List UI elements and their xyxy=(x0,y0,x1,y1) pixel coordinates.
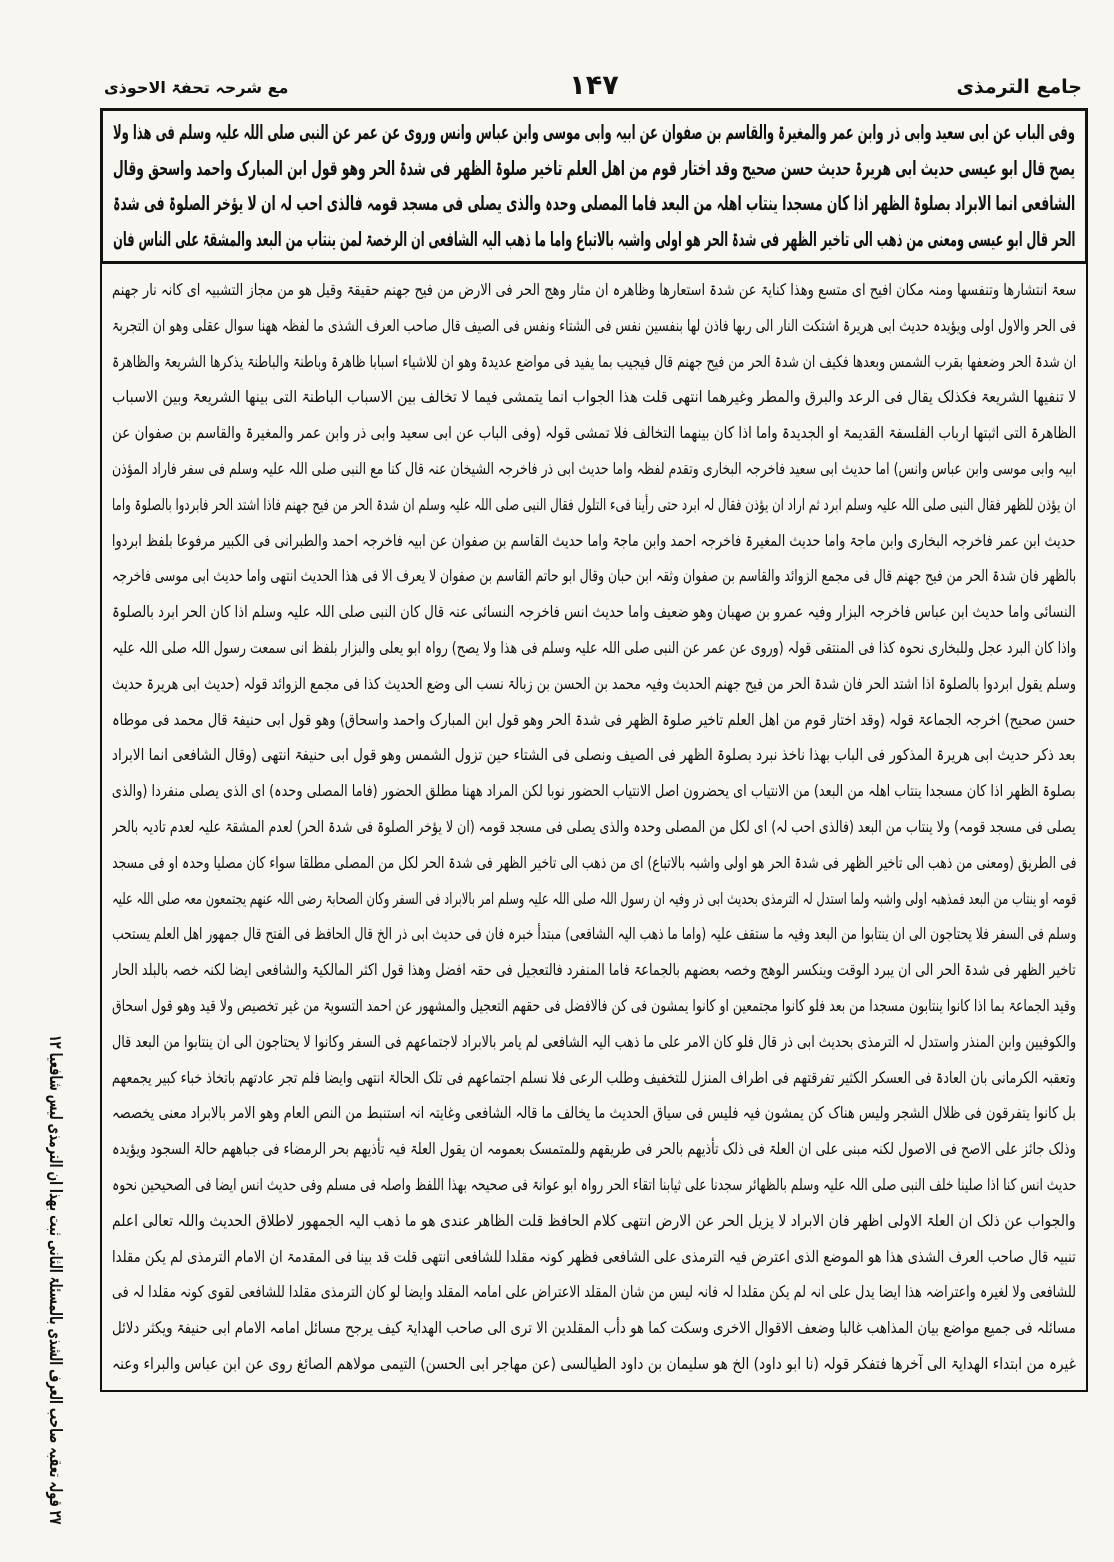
commentary-line xyxy=(112,809,1076,845)
commentary-line-text: تنبیہ قال صاحب العرف الشذی ھذا ھو الموضع الذی اعترض فیہ الترمذی علی الشافعی فظھر کونہ مقلدا للشافعی انتھی قلت قد بینا فی المقدمۃ ان الامام الترمذی لم یکن مقلدا xyxy=(112,1246,1076,1266)
commentary-line xyxy=(112,308,1076,344)
commentary-line xyxy=(112,702,1076,738)
commentary-line xyxy=(112,594,1076,630)
commentary-line-text: بالظھر فان شدۃ الحر من فیح جھنم قال فی مجمع الزوائد والقاسم بن صفوان وثقہ ابن حبان وقال ابو حاتم القاسم بن صفوان لا یعرف الا فی ھذا الحدیث انتھی واما حدیث ابی موسی فاخرجہ xyxy=(112,566,1076,586)
matn-line xyxy=(113,115,1075,151)
matn-line-text: وفی الباب عن ابی سعید وابی ذر وابن عمر والمغیرۃ والقاسم بن صفوان عن ابیہ وابی موسی وابن عباس وانس وروی عن عمر عن النبی صلی اللہ علیہ وسلم فی ھذا ولا xyxy=(113,120,1075,144)
matn-line xyxy=(113,151,1075,187)
commentary-line xyxy=(112,1167,1076,1203)
matn-line-text: الشافعی انما الابراد بصلوۃ الظھر اذا کان مسجدا ینتاب اھلہ من البعد فاما المصلی وحدہ والذی یصلی فی مسجد قومہ فالذی احب لہ ان لا یؤخر الصلوۃ فی شدۃ xyxy=(113,191,1075,215)
commentary-line-text: والکوفیین وابن المنذر واستدل لہ الترمذی بحدیث ابی ذر قال فلو کان الامر علی ما ذھب الیہ الشافعی لم یامر بالابراد لاجتماعھم فی السفر وکانوا لا یحتاجون الی ان ینتابوا من البعد قال xyxy=(112,1031,1076,1051)
commentary-line-text: بعد ذکر حدیث ابی ھریرۃ المذکور فی الباب بھذا ناخذ نبرد بصلوۃ الظھر فی الصیف ونصلی فی الشتاء حین تزول الشمس وھو قول ابی حنیفۃ انتھی (وقال الشافعی انما الابراد xyxy=(112,745,1076,765)
commentary-line xyxy=(112,379,1076,415)
commentary-line-text: النسائی واما حدیث ابن عباس فاخرجہ البزار وفیہ عمرو بن صھبان وھو ضعیف واما حدیث انس فاخرجہ النسائی عنہ قال کان النبی صلی اللہ علیہ وسلم اذا کان الحر ابرد بالصلوۃ xyxy=(112,602,1076,622)
commentary-title: مع شرحہ تحفۃ الاحوذی xyxy=(104,78,289,97)
commentary-line-text: غیرہ من ابتداء الھدایۃ الی آخرھا فتفکر قولہ (نا ابو داود) الخ ھو سلیمان بن داود الطیالسی (عن مھاجر ابی الحسن) التیمی مولاھم الصائغ روی عن ابن عباس والبراء وعنہ xyxy=(112,1353,1076,1373)
commentary-line xyxy=(112,881,1076,917)
commentary-line-text: للشافعی ولا لغیرہ واعتراضہ ھذا ایضا یدل علی انہ لم یکن مقلدا لہ فانہ لیس من شان المقلد الاعتراض علی امامہ المقلد وایضا لو کان الترمذی مقلدا للشافعی لقوی کونہ مقلدا لہ فی xyxy=(112,1282,1076,1302)
commentary-line-text: وذلک جائز علی الاصح فی الاصول لکنہ مبنی علی ان العلۃ فی ذلک تأذیھم بالحر فی طریقھم وللمتمسک بعمومہ ان یقول العلۃ فیہ تأذیھم بحر الرمضاء فی جباھھم حالۃ السجود ویؤیدہ xyxy=(112,1139,1076,1159)
commentary-line xyxy=(112,1203,1076,1239)
commentary-line xyxy=(112,630,1076,666)
commentary-line-text: بصلوۃ الظھر اذا کان مسجدا ینتاب اھلہ من البعد) من الانتیاب ای یحضرون اصل الانتیاب الحضور نوبا لکن المراد ھھنا مطلق الحضور (فاما المصلی وحدہ) ای الذی یصلی منفردا (والذی xyxy=(112,781,1076,801)
running-head xyxy=(100,72,1088,106)
commentary-line-text: ان شدۃ الحر وضعفھا بقرب الشمس وبعدھا فکیف ان شدۃ الحر من فیح جھنم قال فیجیب بما یفید فی مواضع عدیدۃ وھو ان للاشیاء اسبابا ظاھرۃ وباطنۃ والباطنۃ یذکرھا الشریعۃ والظاھرۃ xyxy=(112,351,1076,371)
commentary-line-text: لا تنفیھا الشریعۃ فکذلک یقال فی الرعد والبرق والمطر وغیرھما انتھی قلت ھذا الجواب انما یتمشی فیما لا تخالف بین الاسباب الباطنۃ التی بینھا الشریعۃ وبین الاسباب xyxy=(112,387,1076,407)
commentary-line xyxy=(112,916,1076,952)
commentary-line-text: فی الحر والاول اولی ویؤیدہ حدیث ابی ھریرۃ اشتکت النار الی ربھا فاذن لھا بنفسین نفس فی الشتاء ونفس فی الصیف قال صاحب العرف الشذی ما لفظہ ھھنا سوال عقلی وھو ان التجربۃ xyxy=(112,315,1076,335)
matn-line-text: یصح قال ابو عیسی حدیث ابی ھریرۃ حدیث حسن صحیح وقد اختار قوم من اھل العلم تاخیر صلوۃ الظھر فی شدۃ الحر وھو قول ابن المبارک واحمد واسحق وقال xyxy=(113,155,1075,180)
commentary-line-text: وسلم یقول ابردوا بالصلوۃ اذا اشتد الحر فان شدۃ الحر من فیح جھنم الحدیث وفیہ محمد بن الحسن بن زبالۃ نسب الی وضع الحدیث کذا فی مجمع الزوائد قولہ (حدیث ابی ھریرۃ حدیث xyxy=(112,673,1076,693)
commentary-line xyxy=(112,737,1076,773)
commentary-line xyxy=(112,1131,1076,1167)
commentary-line xyxy=(112,1239,1076,1275)
commentary-line xyxy=(112,1024,1076,1060)
commentary-line-text: ان یؤذن للظھر فقال النبی صلی اللہ علیہ وسلم ابرد ثم اراد ان یؤذن فقال لہ ابرد حتی رأینا فیء التلول فقال النبی صلی اللہ علیہ وسلم ان شدۃ الحر من فیح جھنم فاذا اشتد الحر فابردوا بالصلوۃ واما xyxy=(112,494,1076,514)
commentary-line-text: یصلی فی مسجد قومہ) ولا ینتاب من البعد (فالذی احب لہ) ای لکل من المصلی وحدہ والذی یصلی فی مسجد قومہ (ان لا یؤخر الصلوۃ فی شدۃ الحر) لعدم المشقۃ علیہ لعدم تادیہ بالحر xyxy=(112,816,1076,836)
commentary-line xyxy=(112,773,1076,809)
margin-note-text: ۲۷ قولہ تعقبہ صاحب العرف الشذی بالمسئلۃ الثانی ثبت بھذا ان الترمذی لیس شافعیا ۱۲ xyxy=(45,1035,65,1525)
commentary-line-text: حسن صحیح) اخرجہ الجماعۃ قولہ (وقد اختار قوم من اھل العلم تاخیر صلوۃ الظھر فی شدۃ الحر وھو قول ابن المبارک واحمد واسحاق) وھو قول ابی حنیفۃ قال محمد فی موطاہ xyxy=(112,709,1076,729)
commentary-line-text: وتعقبہ الکرمانی بان العادۃ فی العسکر الکثیر تفرقتھم فی اطراف المنزل للتخفیف وطلب الرعی فلا نسلم اجتماعھم فی تلک الحالۃ انتھی وایضا فلم تجر عادتھم باتخاذ خباء کبیر یجمعھم xyxy=(112,1067,1076,1087)
commentary-line-text: حدیث انس کنا اذا صلینا خلف النبی صلی اللہ علیہ وسلم بالظھائر سجدنا علی ثیابنا اتقاء الحر رواہ ابو عوانۃ فی صحیحہ بھذا اللفظ واصلہ فی مسلم وفی حدیث انس ایضا فی الصحیحین نحوہ xyxy=(112,1174,1076,1194)
commentary-line xyxy=(112,344,1076,380)
commentary-line xyxy=(112,523,1076,559)
commentary-line xyxy=(112,558,1076,594)
commentary-line-text: قومہ او ینتاب من البعد فمذھبہ اولی واشبہ ولما استدل لہ الترمذی بحدیث ابی ذر وفیہ ان رسول اللہ صلی اللہ علیہ وسلم امر بالابراد فی السفر وکان الصحابۃ رضی اللہ عنھم یجتمعون معہ صلی اللہ علیہ xyxy=(112,888,1076,908)
commentary-line xyxy=(112,1095,1076,1131)
commentary-line-text: ابیہ وابی موسی وابن عباس وانس) اما حدیث ابی سعید فاخرجہ البخاری وتقدم لفظہ واما حدیث ابی ذر فاخرجہ الشیخان عنہ قال کنا مع النبی صلی اللہ علیہ وسلم فی سفر فاراد المؤذن xyxy=(112,458,1076,478)
matn-line-text: الحر قال ابو عیسی ومعنی من ذھب الی تاخیر الظھر فی شدۃ الحر ھو اولی واشبہ بالاتباع واما ما ذھب الیہ الشافعی ان الرخصۃ لمن ینتاب من البعد والمشقۃ علی الناس فان xyxy=(113,226,1075,251)
commentary-line-text: تاخیر الظھر فی شدۃ الحر الی ان یبرد الوقت وینکسر الوھج وخصہ بعضھم بالجماعۃ فاما المنفرد فالتعجیل فی حقہ افضل وھذا قول اکثر المالکیۃ والشافعی ایضا لکنہ خصہ بالبلد الحار xyxy=(112,960,1076,980)
commentary-line-text: سعۃ انتشارھا وتنفسھا ومنہ مکان افیح ای متسع وھذا کنایۃ عن شدۃ استعارھا وظاھرہ ان مثار وھج الحر فی الارض من فیح جھنم حقیقۃ وقیل ھو من مجاز التشبیہ ای کانہ نار جھنم xyxy=(112,280,1076,299)
matn-line xyxy=(113,222,1075,258)
matn-line xyxy=(113,186,1075,222)
page-number: ۱۴۷ xyxy=(569,70,619,101)
commentary-line xyxy=(112,451,1076,487)
commentary-box xyxy=(100,262,1088,1392)
margin-note-line xyxy=(30,1035,80,1525)
commentary-line-text: والجواب عن ذلک ان العلۃ الاولی اظھر فان الابراد لا یزیل الحر عن الارض انتھی کلام الحافظ قلت الظاھر عندی ھو ما ذھب الیہ الجمھور لاطلاق الحدیث واللہ تعالی اعلم xyxy=(112,1210,1076,1230)
commentary-line xyxy=(112,1060,1076,1096)
commentary-line xyxy=(112,1346,1076,1382)
commentary-line xyxy=(112,487,1076,523)
book-title: جامع الترمذی xyxy=(956,76,1082,98)
commentary-line-text: الظاھرۃ التی اثبتھا ارباب الفلسفۃ القدیمۃ او الجدیدۃ واما اذا کان بینھما التخالف فلا تمشی قولہ (وفی الباب عن ابی سعید وابی ذر وابن عمر والمغیرۃ والقاسم بن صفوان عن xyxy=(112,423,1076,443)
commentary-line-text: وسلم فی السفر فلا یحتاجون الی ان ینتابوا من البعد وفیہ ما ستقف علیہ (واما ما ذھب الیہ الشافعی) مبتدأ خبرہ فان فی حدیث ابی ذر الخ قال الحافظ فی الفتح قال جمھور اھل العلم یستحب xyxy=(112,924,1076,944)
commentary-line xyxy=(112,666,1076,702)
margin-note xyxy=(30,1035,80,1525)
matn-box xyxy=(100,108,1088,264)
commentary-line xyxy=(112,1274,1076,1310)
commentary-line-text: حدیث ابن عمر فاخرجہ البخاری وابن ماجۃ واما حدیث المغیرۃ فاخرجہ احمد وابن ماجۃ واما حدیث القاسم بن صفوان عن ابیہ فاخرجہ احمد والطبرانی فی الکبیر مرفوعا بلفظ ابردوا xyxy=(112,530,1076,550)
commentary-line-text: مسائلہ فی جمیع مواضع بیان المذاھب غالبا وضعف الاقوال الاخری وسکت کما ھو دأب المقلدین الا تری الی صاحب الھدایۃ کیف یرجح مسائل امامہ الامام ابی حنیفۃ ویکثر دلائل xyxy=(112,1318,1076,1338)
commentary-line xyxy=(112,1310,1076,1346)
commentary-line xyxy=(112,952,1076,988)
commentary-line-text: وقید الجماعۃ بما اذا کانوا ینتابون مسجدا من بعد فلو کانوا مجتمعین او کانوا یمشون فی کن فالافضل فی حقھم التعجیل والمشھور عن احمد التسویۃ من غیر تخصیص ولا قید وھو قول اسحاق xyxy=(112,995,1076,1015)
commentary-line xyxy=(112,415,1076,451)
commentary-line xyxy=(112,845,1076,881)
commentary-line-text: واذا کان البرد عجل وللبخاری نحوہ کذا فی المنتقی قولہ (وروی عن عمر عن النبی صلی اللہ علیہ وسلم فی ھذا ولا یصح) رواہ ابو یعلی والبزار بلفظ انی سمعت رسول اللہ صلی اللہ علیہ xyxy=(112,637,1076,657)
commentary-line xyxy=(112,988,1076,1024)
commentary-line xyxy=(112,272,1076,308)
commentary-line-text: بل کانوا یتفرقون فی ظلال الشجر ولیس ھناک کن یمشون فیہ فلیس فی سیاق الحدیث ما یخالف ما قالہ الشافعی وغایتہ انہ استنبط من النص العام وھو الامر بالابراد معنی یخصصہ xyxy=(112,1103,1076,1123)
commentary-line-text: فی الطریق (ومعنی من ذھب الی تاخیر الظھر فی شدۃ الحر ھو اولی واشبہ بالاتباع) ای من ذھب الی تاخیر الظھر فی شدۃ الحر لکل من المصلی مطلقا سواء کان مصلیا وحدہ او فی مسجد xyxy=(112,852,1076,872)
